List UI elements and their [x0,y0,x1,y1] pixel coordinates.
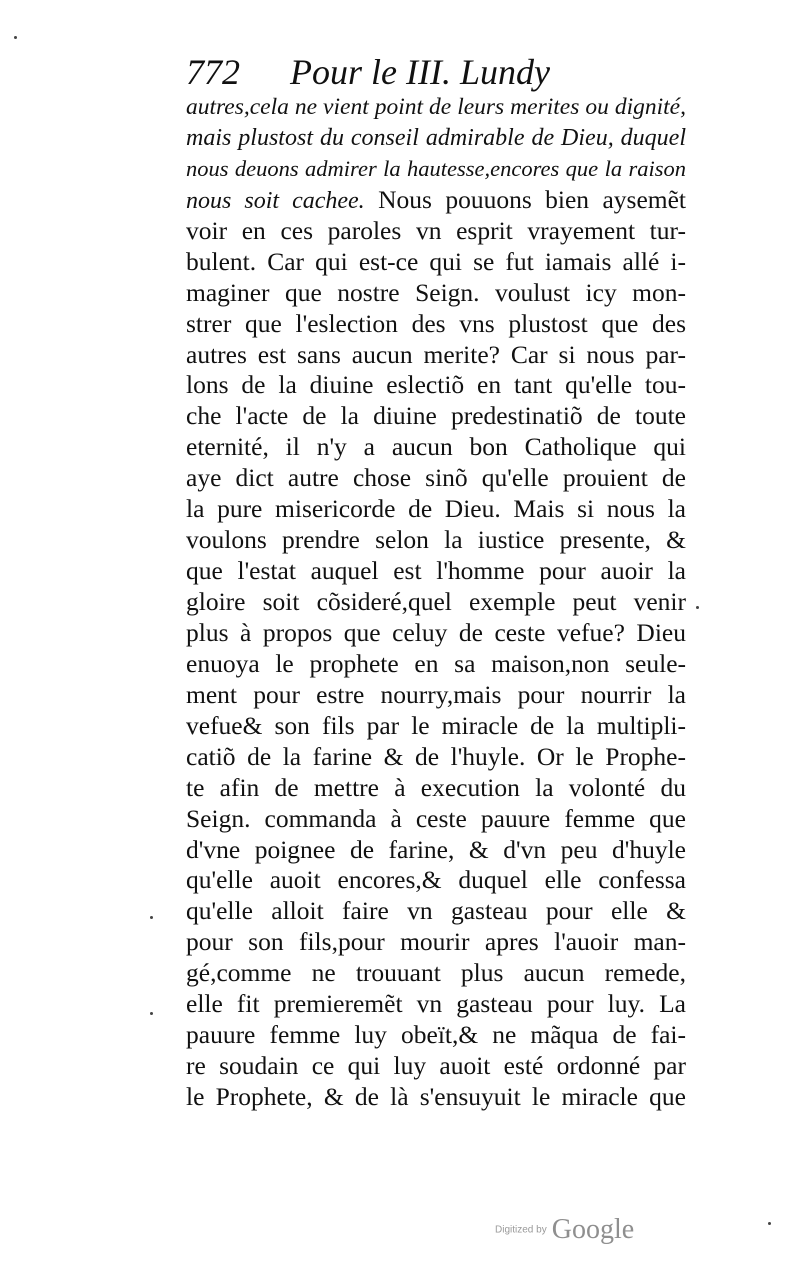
text-line [186,556,686,587]
running-title: Pour le III. Lundy [290,52,550,92]
text-line [186,370,686,401]
text-line [186,680,686,711]
google-logo: Google [551,1214,635,1245]
roman-run: la pure misericorde de Dieu. Mais si nous la [186,494,686,524]
text-line [186,804,686,835]
scan-speck [768,1222,771,1225]
text-line [186,1051,686,1082]
text-line [186,309,686,340]
text-line [186,401,686,432]
roman-run: gloire soit cõsideré,quel exemple peut venir [186,587,686,616]
text-line [186,649,686,680]
roman-run: d'vne poignee de farine, & d'vn peu d'huyle [186,834,686,864]
text-line [186,92,686,123]
roman-run: strer que l'eslection des vns plustost que des [186,308,686,338]
text-line [186,185,686,216]
text-line [186,742,686,773]
roman-run: re soudain ce qui luy auoit esté ordonné par [186,1051,686,1081]
roman-run: enuoya le prophete en sa maison,non seule- [186,648,686,678]
roman-run: maginer que nostre Seign. voulust icy mon- [186,277,686,307]
text-line [186,711,686,742]
text-line [186,1082,686,1113]
roman-run: che l'acte de la diuine predestinatiõ de toute [186,401,686,431]
text-line [186,216,686,247]
scan-speck [150,1012,153,1015]
text-line [186,525,686,556]
text-line [186,835,686,866]
roman-run: vefue& son fils par le miracle de la multipli- [186,710,686,740]
roman-run: que l'estat auquel est l'homme pour auoir la [186,556,686,586]
italic-run: autres,cela ne vient point de leurs merites ou dignité, [186,94,686,120]
roman-run: elle fit premieremẽt vn gasteau pour luy. La [186,989,686,1019]
roman-run: Seign. commanda à ceste pauure femme que [186,803,686,833]
roman-run: voir en ces paroles vn esprit vrayement tur- [186,215,686,245]
roman-run: qu'elle alloit faire vn gasteau pour elle & [186,896,686,926]
roman-run: autres est sans aucun merite? Car si nous par- [186,339,686,369]
text-line [186,587,686,618]
text-line [186,1020,686,1051]
scan-speck [696,606,699,609]
italic-run: nous deuons admirer la hautesse,encores que la raison [186,155,686,181]
roman-run: gé,comme ne trouuant plus aucun remede, [186,958,686,988]
roman-run: bulent. Car qui est-ce qui se fut iamais allé i- [186,246,686,276]
roman-run: Nous pouuons bien aysemẽt [364,184,687,214]
text-line [186,123,686,154]
text-line [186,896,686,927]
text-line [186,927,686,958]
italic-run: nous soit cachee. [186,187,365,214]
text-line [186,989,686,1020]
scan-speck [150,916,153,919]
roman-run: voulons prendre selon la iustice presente, & [186,525,686,555]
roman-run: pour son fils,pour mourir apres l'auoir man- [186,927,686,957]
roman-run: pauure femme luy obeït,& ne mãqua de fai- [186,1020,686,1050]
roman-run: plus à propos que celuy de ceste vefue? Dieu [186,617,686,647]
roman-run: lons de la diuine eslectiõ en tant qu'elle tou- [186,370,686,400]
roman-run: eternité, il n'y a aucun bon Catholique qui [186,432,686,462]
digitized-watermark [495,1214,675,1254]
roman-run: aye dict autre chose sinõ qu'elle prouient de [186,463,686,493]
text-line [186,865,686,896]
text-line [186,773,686,804]
text-line [186,154,686,185]
italic-run: mais plustost du conseil admirable de Dieu, duquel [186,124,686,151]
text-line [186,340,686,371]
text-line [186,618,686,649]
roman-run: ment pour estre nourry,mais pour nourrir la [186,679,686,709]
roman-run: qu'elle auoit encores,& duquel elle confessa [186,865,686,895]
page-number: 772 [186,52,240,92]
text-line [186,463,686,494]
roman-run: te afin de mettre à execution la volonté du [186,772,686,802]
text-line [186,494,686,525]
text-line [186,432,686,463]
roman-run: catiõ de la farine & de l'huyle. Or le Prophe- [186,741,686,771]
page-header [186,48,686,96]
scan-speck [14,36,17,39]
text-line [186,278,686,309]
watermark-prefix: Digitized by [495,1224,547,1236]
body-text [186,92,686,1113]
text-line [186,958,686,989]
roman-run: le Prophete, & de là s'ensuyuit le miracle que [186,1082,686,1111]
text-line [186,247,686,278]
